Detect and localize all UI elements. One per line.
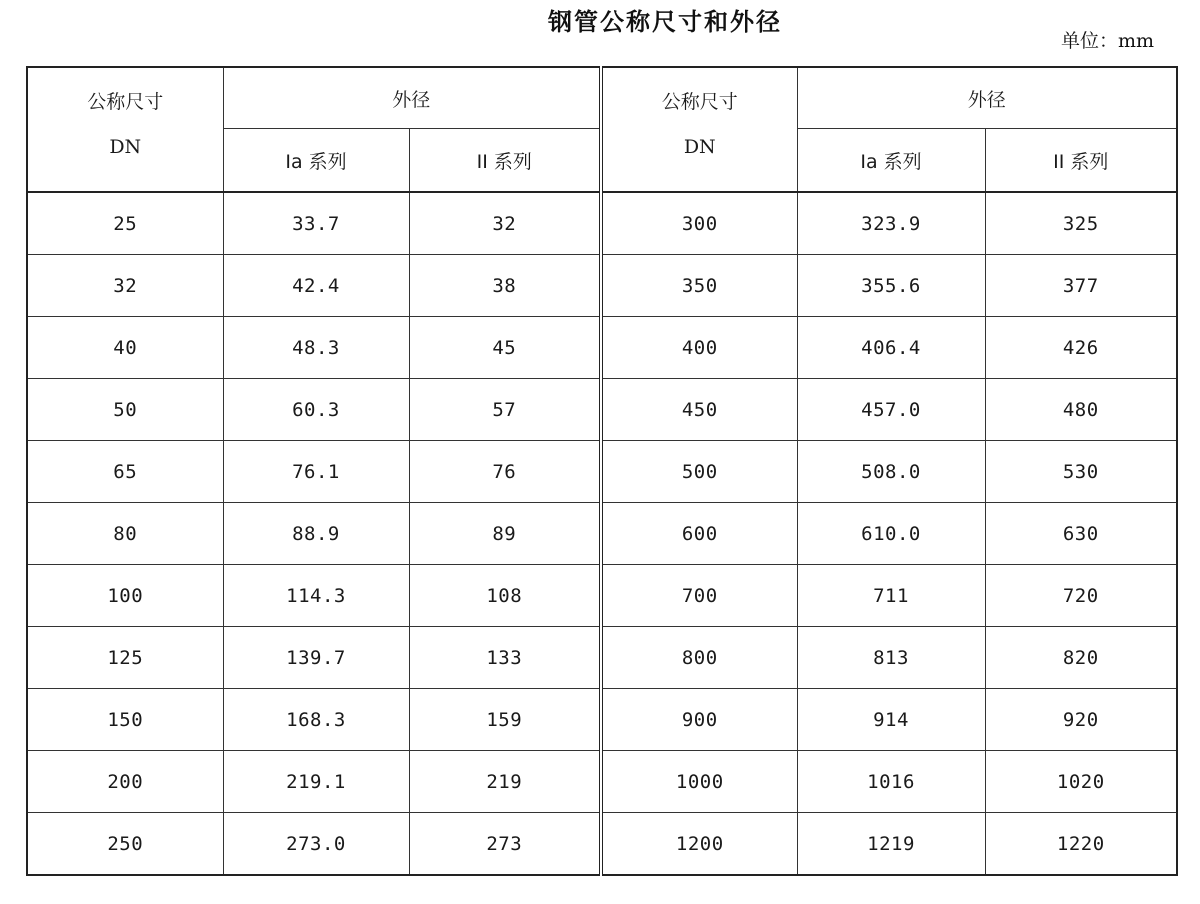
table-row bbox=[27, 689, 1177, 751]
cell-ii-right: 480 bbox=[985, 379, 1177, 441]
cell-dn-right: 450 bbox=[601, 379, 797, 441]
cell-ia-right: 406.4 bbox=[797, 317, 985, 379]
cell-ia-right: 914 bbox=[797, 689, 985, 751]
cell-ia-left: 33.7 bbox=[223, 192, 409, 255]
table-row bbox=[27, 255, 1177, 317]
table-row bbox=[27, 192, 1177, 255]
cell-ia-left: 60.3 bbox=[223, 379, 409, 441]
header-series-ia-right: Ia 系列 bbox=[797, 129, 985, 193]
cell-ii-left: 89 bbox=[409, 503, 601, 565]
cell-dn-left: 80 bbox=[27, 503, 223, 565]
cell-dn-right: 700 bbox=[601, 565, 797, 627]
header-dn-label-right: 公称尺寸 bbox=[661, 91, 738, 113]
cell-ia-left: 273.0 bbox=[223, 813, 409, 876]
cell-ii-left: 57 bbox=[409, 379, 601, 441]
cell-dn-left: 250 bbox=[27, 813, 223, 876]
header-od-left: 外径 bbox=[223, 67, 601, 129]
cell-dn-right: 600 bbox=[601, 503, 797, 565]
cell-ia-left: 48.3 bbox=[223, 317, 409, 379]
table-row bbox=[27, 379, 1177, 441]
table-row bbox=[27, 813, 1177, 876]
cell-ii-right: 920 bbox=[985, 689, 1177, 751]
header-dn-sub-right: DN bbox=[683, 136, 716, 158]
cell-ia-right: 1016 bbox=[797, 751, 985, 813]
cell-dn-left: 25 bbox=[27, 192, 223, 255]
cell-ii-left: 159 bbox=[409, 689, 601, 751]
table-row bbox=[27, 503, 1177, 565]
cell-dn-right: 1000 bbox=[601, 751, 797, 813]
cell-ia-right: 610.0 bbox=[797, 503, 985, 565]
cell-ia-right: 457.0 bbox=[797, 379, 985, 441]
cell-ii-right: 325 bbox=[985, 192, 1177, 255]
cell-dn-right: 500 bbox=[601, 441, 797, 503]
cell-dn-left: 150 bbox=[27, 689, 223, 751]
header-series-ii-right: II 系列 bbox=[985, 129, 1177, 193]
cell-ia-left: 76.1 bbox=[223, 441, 409, 503]
table-row bbox=[27, 565, 1177, 627]
table-row bbox=[27, 441, 1177, 503]
cell-ia-right: 355.6 bbox=[797, 255, 985, 317]
cell-ii-left: 133 bbox=[409, 627, 601, 689]
header-row-1 bbox=[27, 67, 1177, 129]
cell-ia-right: 711 bbox=[797, 565, 985, 627]
cell-ia-left: 219.1 bbox=[223, 751, 409, 813]
cell-dn-left: 65 bbox=[27, 441, 223, 503]
cell-ii-right: 377 bbox=[985, 255, 1177, 317]
cell-ii-right: 530 bbox=[985, 441, 1177, 503]
table-body bbox=[27, 192, 1177, 875]
title-area bbox=[0, 2, 1200, 36]
cell-dn-right: 1200 bbox=[601, 813, 797, 876]
cell-ii-right: 820 bbox=[985, 627, 1177, 689]
cell-ia-left: 88.9 bbox=[223, 503, 409, 565]
cell-dn-right: 900 bbox=[601, 689, 797, 751]
header-series-ia-left: Ia 系列 bbox=[223, 129, 409, 193]
cell-ii-right: 1220 bbox=[985, 813, 1177, 876]
cell-ia-left: 168.3 bbox=[223, 689, 409, 751]
cell-ia-left: 114.3 bbox=[223, 565, 409, 627]
cell-ii-right: 630 bbox=[985, 503, 1177, 565]
header-dn-label-left: 公称尺寸 bbox=[87, 91, 164, 113]
cell-dn-left: 32 bbox=[27, 255, 223, 317]
cell-dn-left: 200 bbox=[27, 751, 223, 813]
cell-ii-right: 1020 bbox=[985, 751, 1177, 813]
cell-ii-left: 38 bbox=[409, 255, 601, 317]
unit-label: 单位：mm bbox=[1060, 30, 1154, 52]
cell-dn-left: 40 bbox=[27, 317, 223, 379]
header-series-ii-left: II 系列 bbox=[409, 129, 601, 193]
cell-ia-right: 1219 bbox=[797, 813, 985, 876]
cell-ii-left: 273 bbox=[409, 813, 601, 876]
cell-dn-right: 300 bbox=[601, 192, 797, 255]
header-dn-sub-left: DN bbox=[109, 136, 142, 158]
cell-dn-left: 50 bbox=[27, 379, 223, 441]
cell-dn-left: 125 bbox=[27, 627, 223, 689]
table-row bbox=[27, 751, 1177, 813]
cell-ii-left: 32 bbox=[409, 192, 601, 255]
cell-dn-left: 100 bbox=[27, 565, 223, 627]
cell-ii-left: 108 bbox=[409, 565, 601, 627]
cell-dn-right: 400 bbox=[601, 317, 797, 379]
header-dn-right bbox=[601, 67, 797, 192]
pipe-size-table bbox=[26, 66, 1178, 876]
page-title: 钢管公称尺寸和外径 bbox=[548, 8, 782, 36]
table-row bbox=[27, 627, 1177, 689]
cell-dn-right: 800 bbox=[601, 627, 797, 689]
cell-ii-left: 76 bbox=[409, 441, 601, 503]
header-od-right: 外径 bbox=[797, 67, 1177, 129]
header-dn-left bbox=[27, 67, 223, 192]
cell-ia-left: 139.7 bbox=[223, 627, 409, 689]
cell-ii-left: 219 bbox=[409, 751, 601, 813]
cell-ia-right: 323.9 bbox=[797, 192, 985, 255]
cell-ia-right: 508.0 bbox=[797, 441, 985, 503]
cell-ii-right: 426 bbox=[985, 317, 1177, 379]
table-row bbox=[27, 317, 1177, 379]
cell-ii-left: 45 bbox=[409, 317, 601, 379]
cell-ia-right: 813 bbox=[797, 627, 985, 689]
cell-dn-right: 350 bbox=[601, 255, 797, 317]
cell-ia-left: 42.4 bbox=[223, 255, 409, 317]
cell-ii-right: 720 bbox=[985, 565, 1177, 627]
